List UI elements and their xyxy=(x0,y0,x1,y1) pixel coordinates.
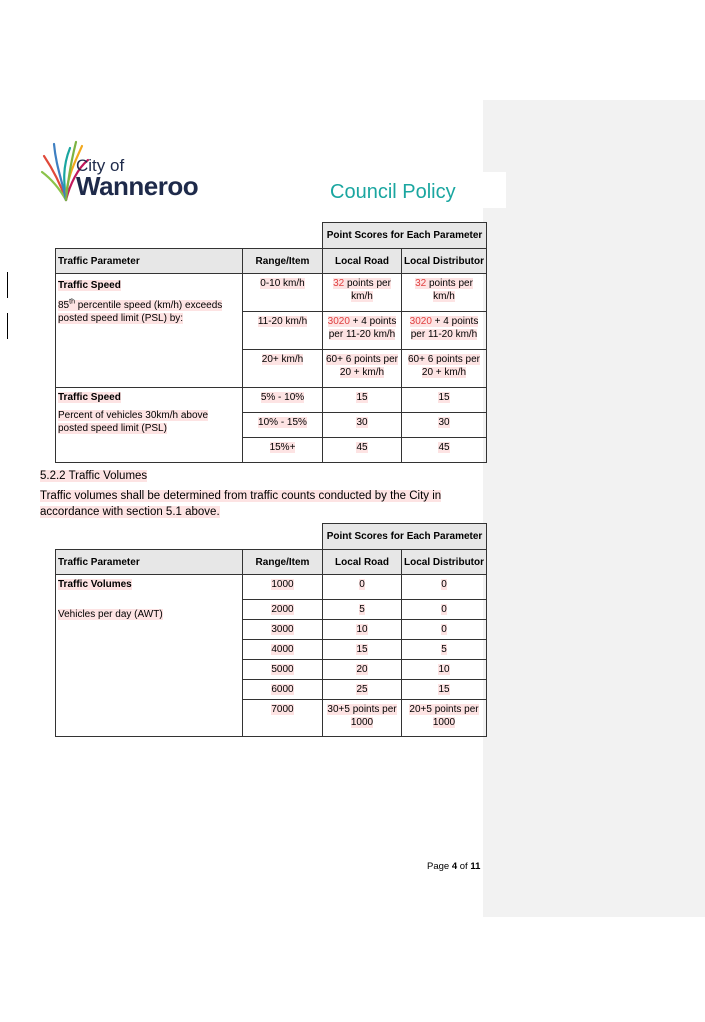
range-cell: 20+ km/h xyxy=(243,350,323,388)
local-road-cell: 15 xyxy=(323,640,402,660)
local-road-cell: 0 xyxy=(323,575,402,600)
percent-parameter-cell xyxy=(56,388,243,463)
col-traffic-parameter: Traffic Parameter xyxy=(56,249,243,274)
section-heading: 5.2.2 Traffic Volumes xyxy=(40,470,148,482)
range-cell: 6000 xyxy=(243,680,323,700)
local-road-cell: 32 points per km/h xyxy=(323,274,402,312)
col-local-road: Local Road xyxy=(323,249,402,274)
speed-parameter-cell xyxy=(56,274,243,388)
speed-title: Traffic Speed xyxy=(58,280,121,291)
range-cell: 5000 xyxy=(243,660,323,680)
page-number: Page 4 of 11 xyxy=(427,861,481,872)
traffic-speed-table xyxy=(55,222,487,463)
range-cell: 11-20 km/h xyxy=(243,312,323,350)
volume-title-cell: Traffic Volumes xyxy=(56,575,243,600)
range-cell: 1000 xyxy=(243,575,323,600)
local-road-cell: 10 xyxy=(323,620,402,640)
group-header: Point Scores for Each Parameter xyxy=(323,223,487,249)
local-road-cell: 30 xyxy=(323,413,402,438)
local-road-cell: 20 xyxy=(323,660,402,680)
change-bar xyxy=(7,272,8,298)
range-cell: 5% - 10% xyxy=(243,388,323,413)
local-distributor-cell: 0 xyxy=(402,575,487,600)
local-distributor-cell: 60+ 6 points per 20 + km/h xyxy=(402,350,487,388)
local-distributor-cell: 10 xyxy=(402,660,487,680)
range-cell: 2000 xyxy=(243,600,323,620)
local-road-cell: 45 xyxy=(323,438,402,463)
range-cell: 0-10 km/h xyxy=(243,274,323,312)
local-distributor-cell: 0 xyxy=(402,620,487,640)
section-body: Traffic volumes shall be determined from traffic counts conducted by the City in accordance with section 5.1 above. xyxy=(40,490,442,518)
local-distributor-cell: 45 xyxy=(402,438,487,463)
col-range-item: Range/Item xyxy=(243,249,323,274)
local-distributor-cell: 5 xyxy=(402,640,487,660)
logo-city-text: City of xyxy=(76,156,125,175)
col-local-road: Local Road xyxy=(323,550,402,575)
local-road-cell: 15 xyxy=(323,388,402,413)
local-road-cell: 3020 + 4 points per 11-20 km/h xyxy=(323,312,402,350)
local-distributor-cell: 30 xyxy=(402,413,487,438)
percent-desc: Percent of vehicles 30km/h above posted speed limit (PSL) xyxy=(58,410,209,434)
percent-title: Traffic Speed xyxy=(58,392,121,403)
local-road-cell: 25 xyxy=(323,680,402,700)
local-distributor-cell: 3020 + 4 points per 11-20 km/h xyxy=(402,312,487,350)
range-cell: 15%+ xyxy=(243,438,323,463)
range-cell: 4000 xyxy=(243,640,323,660)
speed-desc: 85th percentile speed (km/h) exceeds posted speed limit (PSL) by: xyxy=(58,299,223,325)
local-distributor-cell: 32 points per km/h xyxy=(402,274,487,312)
local-road-cell: 5 xyxy=(323,600,402,620)
local-road-cell: 30+5 points per 1000 xyxy=(323,700,402,737)
local-distributor-cell: 20+5 points per 1000 xyxy=(402,700,487,737)
local-distributor-cell: 0 xyxy=(402,600,487,620)
traffic-volumes-table xyxy=(55,523,487,737)
col-local-distributor: Local Distributor xyxy=(402,550,487,575)
local-distributor-cell: 15 xyxy=(402,680,487,700)
change-bar xyxy=(7,313,8,339)
range-cell: 10% - 15% xyxy=(243,413,323,438)
local-road-cell: 60+ 6 points per 20 + km/h xyxy=(323,350,402,388)
col-range-item: Range/Item xyxy=(243,550,323,575)
volume-desc-cell: Vehicles per day (AWT) xyxy=(56,600,243,737)
logo-wanneroo-text: Wanneroo xyxy=(76,171,199,201)
range-cell: 7000 xyxy=(243,700,323,737)
policy-title: Council Policy xyxy=(330,181,456,203)
group-header: Point Scores for Each Parameter xyxy=(323,524,487,550)
local-distributor-cell: 15 xyxy=(402,388,487,413)
col-local-distributor: Local Distributor xyxy=(402,249,487,274)
col-traffic-parameter: Traffic Parameter xyxy=(56,550,243,575)
range-cell: 3000 xyxy=(243,620,323,640)
comment-pane xyxy=(483,100,705,917)
